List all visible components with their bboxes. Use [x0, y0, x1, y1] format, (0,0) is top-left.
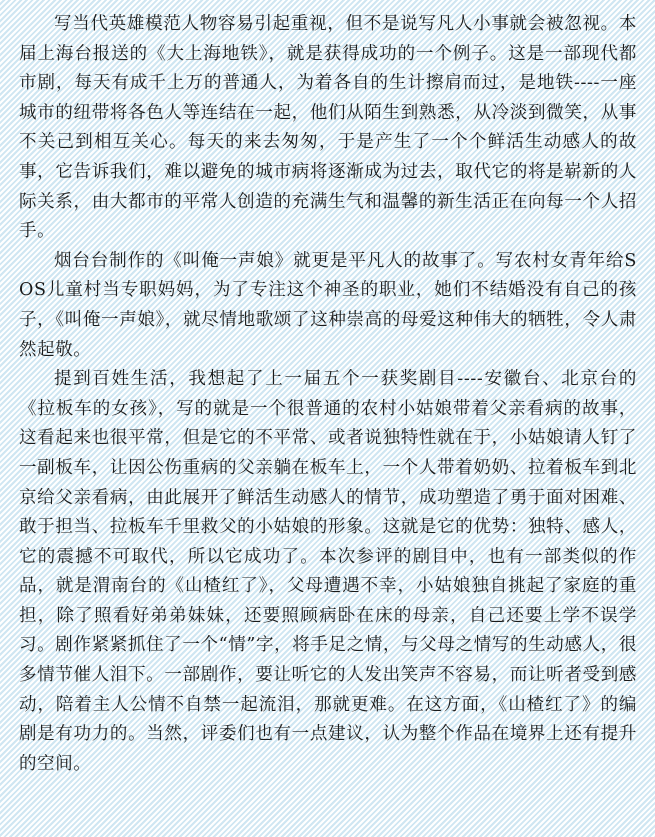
paragraph-1: 写当代英雄模范人物容易引起重视，但不是说写凡人小事就会被忽视。本届上海台报送的《大上海地铁》，就是获得成功的一个例子。这是一部现代都市剧，每天有成千上万的普通人，为着各自的生计擦肩而过，是地铁----一座城市的纽带将各色人等连结在一起，他们从陌生到熟悉，从冷淡到微笑，从事不关己到相互关心。每天的来去匆匆，于是产生了一个个鲜活生动感人的故事，它告诉我们，难以避免的城市病将逐渐成为过去，取代它的将是崭新的人际关系，由大都市的平常人创造的充满生气和温馨的新生活正在向每一个人招手。 [19, 14, 637, 242]
paragraph-2: 烟台台制作的《叫俺一声娘》就更是平凡人的故事了。写农村女青年给SOS儿童村当专职妈妈，为了专注这个神圣的职业，她们不结婚没有自己的孩子，《叫俺一声娘》，就尽情地歌颂了这种崇高的母爱这种伟大的牺牲，令人肃然起敬。 [19, 250, 637, 360]
paragraph-3: 提到百姓生活，我想起了上一届五个一获奖剧目----安徽台、北京台的《拉板车的女孩》，写的就是一个很普通的农村小姑娘带着父亲看病的故事，这看起来也很平常，但是它的不平常、或者说独特性就在于，小姑娘请人钉了一副板车，让因公伤重病的父亲躺在板车上，一个人带着奶奶、拉着板车到北京给父亲看病，由此展开了鲜活生动感人的情节，成功塑造了勇于面对困难、敢于担当、拉板车千里救父的小姑娘的形象。这就是它的优势：独特、感人，它的震撼不可取代，所以它成功了。本次参评的剧目中，也有一部类似的作品，就是渭南台的《山楂红了》，父母遭遇不幸，小姑娘独自挑起了家庭的重担，除了照看好弟弟妹妹，还要照顾病卧在床的母亲，自己还要上学不误学习。剧作紧紧抓住了一个“情”字，将手足之情，与父母之情写的生动感人，很多情节催人泪下。一部剧作，要让听它的人发出笑声不容易，而让听者受到感动，陪着主人公情不自禁一起流泪，那就更难。在这方面，《山楂红了》的编剧是有功力的。当然，评委们也有一点建议，认为整个作品在境界上还有提升的空间。 [19, 369, 637, 774]
